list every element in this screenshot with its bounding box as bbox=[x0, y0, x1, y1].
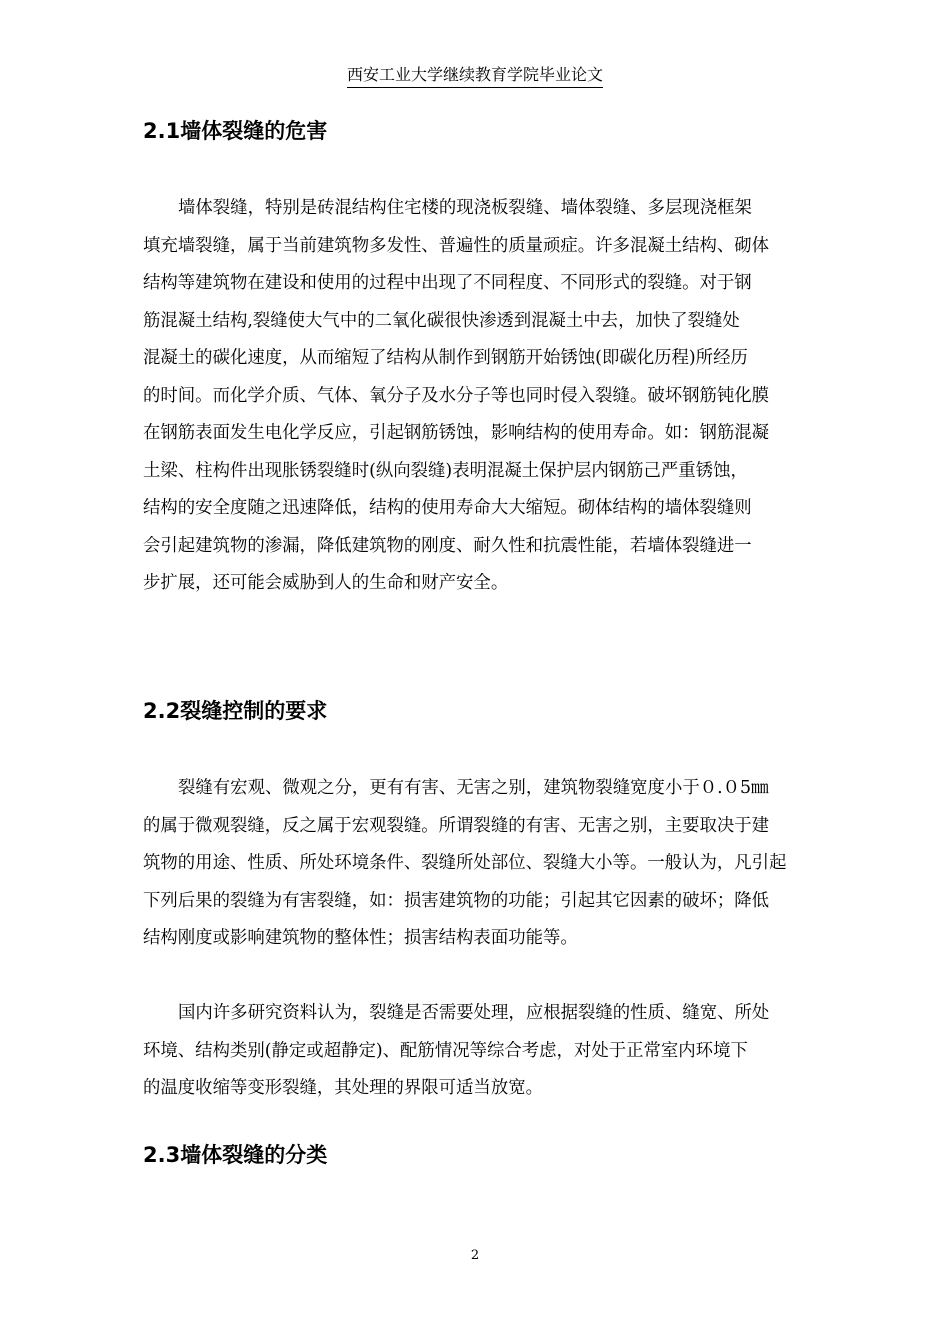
paragraph-line: 结构的安全度随之迅速降低，结构的使用寿命大大缩短。砌体结构的墙体裂缝则 bbox=[143, 498, 752, 518]
thesis-header-title: 西安工业大学继续教育学院毕业论文 bbox=[347, 64, 603, 88]
paragraph-line: 步扩展，还可能会威胁到人的生命和财产安全。 bbox=[143, 573, 509, 593]
page-header bbox=[0, 64, 950, 88]
paragraph-line: 填充墙裂缝，属于当前建筑物多发性、普遍性的质量顽症。许多混凝土结构、砌体 bbox=[143, 235, 770, 256]
paragraph-line: 下列后果的裂缝为有害裂缝，如：损害建筑物的功能；引起其它因素的破坏；降低 bbox=[143, 890, 770, 911]
paragraph-line: 的时间。而化学介质、气体、氧分子及水分子等也同时侵入裂缝。破坏钢筋钝化膜 bbox=[143, 385, 770, 406]
paragraph-2-2-2 bbox=[143, 995, 813, 1108]
paragraph-2-2-1 bbox=[143, 770, 813, 958]
paragraph-line: 裂缝有宏观、微观之分，更有有害、无害之别，建筑物裂缝宽度小于０.０5㎜ bbox=[178, 778, 769, 798]
page-number: 2 bbox=[470, 1248, 480, 1263]
paragraph-line: 结构刚度或影响建筑物的整体性；损害结构表面功能等。 bbox=[143, 928, 578, 948]
paragraph-line: 国内许多研究资料认为，裂缝是否需要处理，应根据裂缝的性质、缝宽、所处 bbox=[178, 1003, 770, 1023]
paragraph-line: 的属于微观裂缝，反之属于宏观裂缝。所谓裂缝的有害、无害之别，主要取决于建 bbox=[143, 815, 770, 836]
paragraph-line: 会引起建筑物的渗漏，降低建筑物的刚度、耐久性和抗震性能，若墙体裂缝进一 bbox=[143, 535, 752, 556]
paragraph-line: 环境、结构类别(静定或超静定)、配筋情况等综合考虑，对处于正常室内环境下 bbox=[143, 1040, 748, 1061]
paragraph-line: 墙体裂缝，特别是砖混结构住宅楼的现浇板裂缝、墙体裂缝、多层现浇框架 bbox=[178, 198, 752, 218]
section-heading-2-3: 2.3墙体裂缝的分类 bbox=[143, 1143, 328, 1167]
page-footer bbox=[0, 1248, 950, 1263]
paragraph-line: 结构等建筑物在建设和使用的过程中出现了不同程度、不同形式的裂缝。对于钢 bbox=[143, 273, 752, 293]
paragraph-line: 土梁、柱构件出现胀锈裂缝时(纵向裂缝)表明混凝土保护层内钢筋己严重锈蚀， bbox=[143, 460, 748, 481]
paragraph-line: 筑物的用途、性质、所处环境条件、裂缝所处部位、裂缝大小等。一般认为，凡引起 bbox=[143, 853, 787, 873]
section-heading-2-1: 2.1墙体裂缝的危害 bbox=[143, 119, 328, 143]
paragraph-line: 在钢筋表面发生电化学反应，引起钢筋锈蚀，影响结构的使用寿命。如：钢筋混凝 bbox=[143, 423, 770, 443]
paragraph-line: 混凝土的碳化速度，从而缩短了结构从制作到钢筋开始锈蚀(即碳化历程)所经历 bbox=[143, 348, 748, 368]
paragraph-2-1-1 bbox=[143, 190, 813, 603]
paragraph-line: 筋混凝土结构,裂缝使大气中的二氧化碳很快渗透到混凝土中去，加快了裂缝处 bbox=[143, 310, 740, 331]
section-heading-2-2: 2.2裂缝控制的要求 bbox=[143, 699, 328, 723]
paragraph-line: 的温度收缩等变形裂缝，其处理的界限可适当放宽。 bbox=[143, 1078, 543, 1098]
